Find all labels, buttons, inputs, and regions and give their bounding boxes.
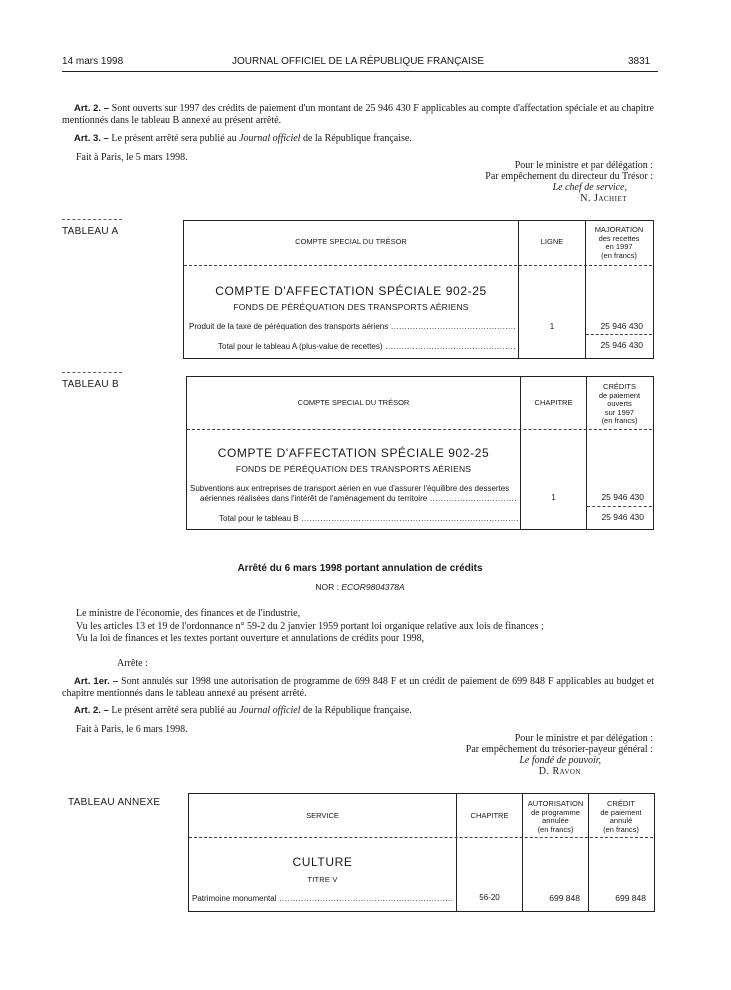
tableau-b-row-line2: aériennes réalisées dans l'intérêt de l'aménagement du territoire ..... xyxy=(200,494,518,504)
tableau-a-label-rule xyxy=(62,219,122,220)
tableau-a-total-label: Total pour le tableau A (plus-value de recettes) ..... xyxy=(218,342,515,352)
decree2-art2-post: de la République française. xyxy=(302,705,412,716)
decree1-sig-line1: Pour le ministre et par délégation : xyxy=(514,160,653,171)
tableau-annexe-col-service: SERVICE xyxy=(306,811,339,820)
tableau-b-title: COMPTE D'AFFECTATION SPÉCIALE 902-25 xyxy=(217,446,490,460)
tableau-b-col-cred-line4: sur 1997 xyxy=(604,407,635,417)
tableau-annexe-subtitle: TITRE V xyxy=(307,875,338,884)
header-date: 14 mars 1998 xyxy=(62,56,124,67)
tableau-annexe-col-chapitre: CHAPITRE xyxy=(470,811,509,820)
decree1-fait: Fait à Paris, le 5 mars 1998. xyxy=(76,152,188,163)
decree2-intro1: Le ministre de l'économie, des finances et de l'industrie, xyxy=(76,608,301,619)
tableau-b-row-chapitre: 1 xyxy=(551,493,556,502)
tableau-a-col-major-line4: (en francs) xyxy=(601,250,637,260)
tableau-a-label: TABLEAU A xyxy=(62,226,119,237)
decree1-signature xyxy=(485,160,653,204)
tableau-b-row-value: 25 946 430 xyxy=(601,492,644,502)
decree1-sig-name: N. Jachiet xyxy=(580,193,627,204)
decree2-nor-value: ECOR9804378A xyxy=(341,582,405,592)
tableau-annexe-col-auto-line4: (en francs) xyxy=(537,824,574,834)
header-rule xyxy=(62,71,658,72)
decree2-title: Arrêté du 6 mars 1998 portant annulation de crédits xyxy=(237,563,483,574)
tableau-b-col-cred-line3: ouverts xyxy=(607,399,632,408)
tableau-b-total-label: Total pour le tableau B ..... xyxy=(219,514,518,524)
tableau-annexe-col-autorisation xyxy=(523,800,588,834)
tableau-a-col-major-line3: en 1997 xyxy=(605,242,633,251)
tableau-annexe-col-auto-line2: de programme xyxy=(531,807,580,817)
decree1-art2-text: Sont ouverts sur 1997 des crédits de paiement d'un montant de 25 946 430 F applicables au compte d'affectation spéciale et au chapitre mentionnés dans le tableau B annexé au présent arrêté. xyxy=(62,103,654,126)
decree2-art1 xyxy=(62,676,654,700)
header-journal: JOURNAL OFFICIEL DE LA RÉPUBLIQUE FRANÇAISE xyxy=(232,56,485,67)
tableau-a-row-ligne: 1 xyxy=(549,322,555,331)
decree2-art2-pre: Le présent arrêté sera publié au xyxy=(111,705,237,716)
tableau-a-header-rule xyxy=(184,265,652,266)
tableau-annexe-row-label: Patrimoine monumental ..... xyxy=(192,894,454,904)
tableau-annexe-col-auto-line1: AUTORISATION xyxy=(527,799,584,808)
tableau-b-col-cred-line2: de paiement xyxy=(598,390,641,400)
decree1-art3-label: Art. 3. – xyxy=(74,133,109,144)
decree1-art3-journal: Journal officiel xyxy=(239,133,301,144)
tableau-annexe-header-rule xyxy=(189,837,653,838)
decree2-sig-line2: Par empêchement du trésorier-payeur général : xyxy=(465,744,653,755)
tableau-a-total-rule xyxy=(586,334,652,335)
decree1-sig-line2: Par empêchement du directeur du Trésor : xyxy=(485,171,653,182)
tableau-annexe-label: TABLEAU ANNEXE xyxy=(68,797,161,808)
decree2-intro3: Vu la loi de finances et les textes portant ouverture et annulations de crédits pour 1998, xyxy=(76,633,425,644)
tableau-b-row-line1: Subventions aux entreprises de transport aérien en vue d'assurer l'équilibre des dessertes xyxy=(190,484,510,493)
decree2-art1-text: Sont annulés sur 1998 une autorisation de programme de 699 848 F et un crédit de paiement de 699 848 F applicables au budget et chapitre mentionnés dans le tableau annexé au présent arrêté. xyxy=(62,676,654,699)
tableau-a-col-major-line2: des recettes xyxy=(598,233,640,243)
decree1-art2 xyxy=(62,103,654,127)
decree1-sig-line3: Le chef de service, xyxy=(552,182,627,193)
tableau-b-col-credits xyxy=(587,383,652,426)
tableau-b-col-cred-line1: CRÉDITS xyxy=(603,382,636,391)
tableau-annexe-col-auto-line3: annulée xyxy=(542,816,569,825)
decree1-art3 xyxy=(62,133,654,145)
decree2-fait: Fait à Paris, le 6 mars 1998. xyxy=(76,724,188,735)
tableau-annexe-col-cred-line1: CRÉDIT xyxy=(607,799,635,808)
decree2-sig-name: D. Ravon xyxy=(538,766,581,777)
tableau-annexe-title: CULTURE xyxy=(292,855,353,869)
decree2-signature xyxy=(466,733,653,777)
tableau-annexe-col-cred-line2: de paiement xyxy=(600,807,642,817)
tableau-a-title: COMPTE D'AFFECTATION SPÉCIALE 902-25 xyxy=(215,284,487,298)
decree1-art2-label: Art. 2. – xyxy=(74,103,110,114)
decree2-sig-line3: Le fondé de pouvoir, xyxy=(519,755,601,766)
decree2-nor xyxy=(62,582,658,592)
tableau-a-total-value: 25 946 430 xyxy=(600,340,643,350)
tableau-b-total-value: 25 946 430 xyxy=(601,512,644,522)
tableau-annexe-row-chapitre: 56-20 xyxy=(479,893,500,902)
tableau-b-label-rule xyxy=(62,372,122,373)
tableau-b-col-compte: COMPTE SPECIAL DU TRÉSOR xyxy=(297,398,410,407)
decree2-art1-label: Art. 1er. – xyxy=(74,676,119,687)
tableau-b-label: TABLEAU B xyxy=(62,379,119,390)
decree2-art2-journal: Journal officiel xyxy=(239,705,301,716)
decree2-art2-label: Art. 2. – xyxy=(74,705,109,716)
decree2-art2 xyxy=(62,705,654,717)
tableau-b-total-rule xyxy=(587,506,652,507)
decree2-nor-label: NOR : xyxy=(315,582,339,592)
tableau-annexe-col-cred-line4: (en francs) xyxy=(603,824,639,834)
decree2-intro2: Vu les articles 13 et 19 de l'ordonnance n° 59-2 du 2 janvier 1959 portant loi organique relative aux lois de finances ; xyxy=(76,621,544,632)
decree1-art3-pre: Le présent arrêté sera publié au xyxy=(111,133,237,144)
tableau-b-col-cred-line5: (en francs) xyxy=(601,416,638,425)
decree2-arrete: Arrête : xyxy=(117,658,148,669)
tableau-a-subtitle: FONDS DE PÉRÉQUATION DES TRANSPORTS AÉRIENS xyxy=(233,302,469,312)
tableau-annexe-row-credit: 699 848 xyxy=(615,893,646,903)
tableau-b-col-chapitre: CHAPITRE xyxy=(534,398,573,407)
tableau-a-col-majoration xyxy=(586,226,652,260)
tableau-a-row-label: Produit de la taxe de péréquation des transports aériens ..... xyxy=(189,322,515,332)
tableau-b-header-rule xyxy=(187,429,652,430)
tableau-annexe-col-cred-line3: annulé xyxy=(609,816,633,825)
tableau-b-subtitle: FONDS DE PÉRÉQUATION DES TRANSPORTS AÉRIENS xyxy=(235,464,472,474)
header-page-number: 3831 xyxy=(628,56,651,67)
decree2-sig-line1: Pour le ministre et par délégation : xyxy=(514,733,653,744)
tableau-a-col-compte: COMPTE SPECIAL DU TRÉSOR xyxy=(295,237,407,246)
tableau-a-col-major-line1: MAJORATION xyxy=(594,225,644,234)
tableau-annexe-col-credit xyxy=(589,800,653,834)
tableau-a-row-value: 25 946 430 xyxy=(600,321,643,331)
tableau-annexe-row-autorisation: 699 848 xyxy=(549,893,580,903)
decree1-art3-post: de la République française. xyxy=(302,133,412,144)
tableau-a-col-ligne: LIGNE xyxy=(540,237,564,246)
